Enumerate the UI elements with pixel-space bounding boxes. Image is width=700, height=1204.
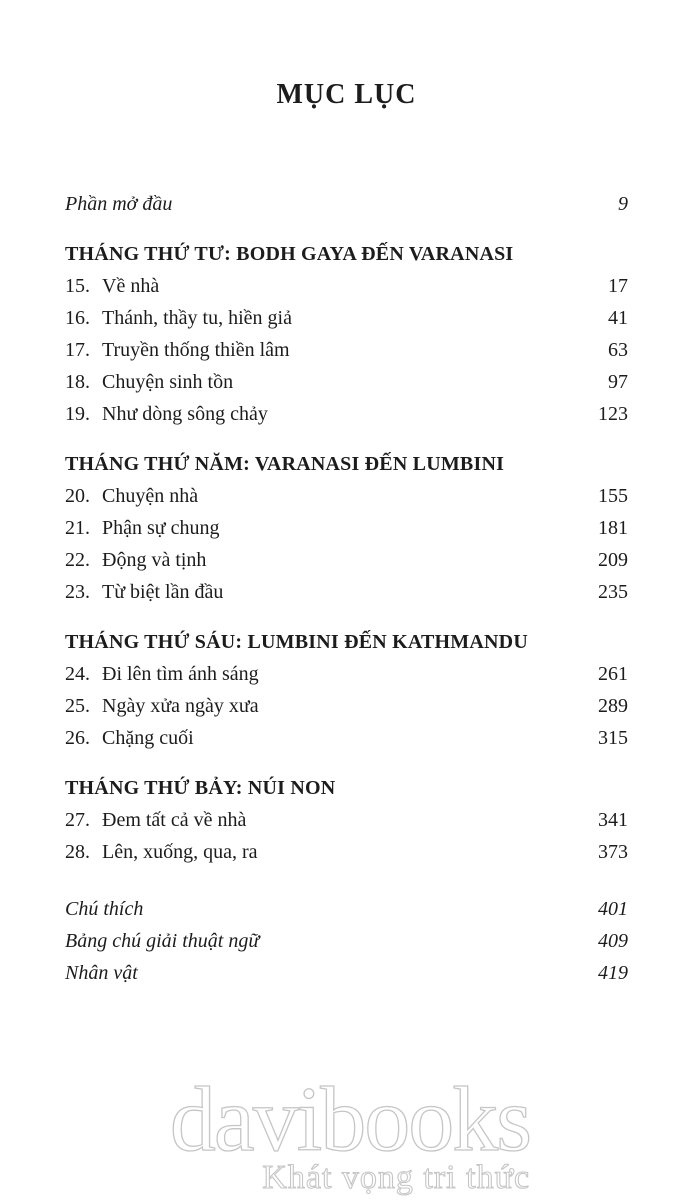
chapter-title: Đem tất cả về nhà [102, 809, 247, 831]
toc-entry [65, 480, 628, 512]
page-number: 341 [598, 809, 628, 831]
chapter-title: Động và tịnh [102, 549, 207, 571]
toc-back-matter [65, 893, 628, 989]
page-number: 289 [598, 695, 628, 717]
chapter-number: 21. [65, 517, 90, 539]
page-number: 9 [618, 193, 628, 215]
chapter-title: Từ biệt lần đầu [102, 581, 224, 603]
chapter-title: Đi lên tìm ánh sáng [102, 663, 259, 685]
chapter-title: Phận sự chung [102, 517, 220, 539]
entry-text [65, 658, 259, 690]
toc-entry [65, 658, 628, 690]
page-number: 155 [598, 485, 628, 507]
chapter-number: 23. [65, 581, 90, 603]
toc-section-7th-month [65, 772, 628, 868]
toc-entry [65, 398, 628, 430]
toc-entry [65, 804, 628, 836]
page-number: 63 [608, 339, 628, 361]
toc-entry [65, 722, 628, 754]
page-number: 181 [598, 517, 628, 539]
chapter-title: Về nhà [102, 275, 160, 297]
chapter-number: 27. [65, 809, 90, 831]
watermark [0, 1068, 700, 1196]
page-number: 235 [598, 581, 628, 603]
toc-entry [65, 512, 628, 544]
entry-text [65, 722, 194, 754]
entry-text [65, 804, 246, 836]
toc-entry [65, 893, 628, 925]
toc-entry [65, 957, 628, 989]
toc-entry [65, 836, 628, 868]
entry-text [65, 334, 290, 366]
page-number: 373 [598, 841, 628, 863]
entry-text [65, 836, 258, 868]
page-number: 97 [608, 371, 628, 393]
page-title: MỤC LỤC [276, 79, 417, 110]
chapter-number: 19. [65, 403, 90, 425]
davibooks-logo: davibooks [169, 1068, 531, 1170]
section-heading: THÁNG THỨ NĂM: VARANASI ĐẾN LUMBINI [65, 453, 505, 475]
section-heading: THÁNG THỨ BẢY: NÚI NON [65, 777, 336, 799]
toc-entry [65, 576, 628, 608]
toc-section-4th-month [65, 238, 628, 430]
toc-entry [65, 544, 628, 576]
toc-entry [65, 366, 628, 398]
watermark-block [169, 1068, 531, 1196]
chapter-title: Như dòng sông chảy [102, 403, 268, 425]
toc-page [0, 78, 700, 1204]
toc-section-5th-month [65, 448, 628, 608]
entry-label: Phần mở đầu [65, 193, 173, 215]
chapter-title: Chặng cuối [102, 727, 194, 749]
chapter-number: 28. [65, 841, 90, 863]
page-number: 17 [608, 275, 628, 297]
page-number: 401 [598, 898, 628, 920]
section-heading: THÁNG THỨ SÁU: LUMBINI ĐẾN KATHMANDU [65, 631, 528, 653]
page-number: 409 [598, 930, 628, 952]
entry-text [65, 690, 259, 722]
entry-text [65, 544, 206, 576]
entry-text [65, 398, 268, 430]
toc-entry [65, 302, 628, 334]
page-number: 41 [608, 307, 628, 329]
toc-entry-intro [65, 188, 628, 220]
chapter-title: Chuyện nhà [102, 485, 199, 507]
toc-entry [65, 925, 628, 957]
toc-section-6th-month [65, 626, 628, 754]
entry-text [65, 512, 220, 544]
entry-text [65, 576, 223, 608]
chapter-number: 18. [65, 371, 90, 393]
entry-text [65, 302, 292, 334]
watermark-tagline: Khát vọng tri thức [262, 1159, 531, 1196]
page-number: 123 [598, 403, 628, 425]
page-number: 261 [598, 663, 628, 685]
toc-entry [65, 690, 628, 722]
toc-entry [65, 334, 628, 366]
entry-text [65, 366, 233, 398]
entry-text [65, 480, 198, 512]
entry-text [65, 270, 159, 302]
page-number: 315 [598, 727, 628, 749]
chapter-title: Truyền thống thiền lâm [102, 339, 290, 361]
chapter-title: Lên, xuống, qua, ra [102, 841, 258, 863]
chapter-number: 20. [65, 485, 90, 507]
page-number: 209 [598, 549, 628, 571]
chapter-number: 22. [65, 549, 90, 571]
chapter-title: Chuyện sinh tồn [102, 371, 234, 393]
chapter-title: Ngày xửa ngày xưa [102, 695, 259, 717]
chapter-number: 15. [65, 275, 90, 297]
chapter-number: 24. [65, 663, 90, 685]
chapter-number: 26. [65, 727, 90, 749]
chapter-title: Thánh, thầy tu, hiền giả [102, 307, 292, 329]
chapter-number: 16. [65, 307, 90, 329]
chapter-number: 17. [65, 339, 90, 361]
section-heading: THÁNG THỨ TƯ: BODH GAYA ĐẾN VARANASI [65, 243, 514, 265]
page-number: 419 [598, 962, 628, 984]
entry-label: Bảng chú giải thuật ngữ [65, 930, 260, 952]
entry-label: Chú thích [65, 898, 144, 920]
chapter-number: 25. [65, 695, 90, 717]
toc-entry [65, 270, 628, 302]
entry-label: Nhân vật [65, 962, 138, 984]
